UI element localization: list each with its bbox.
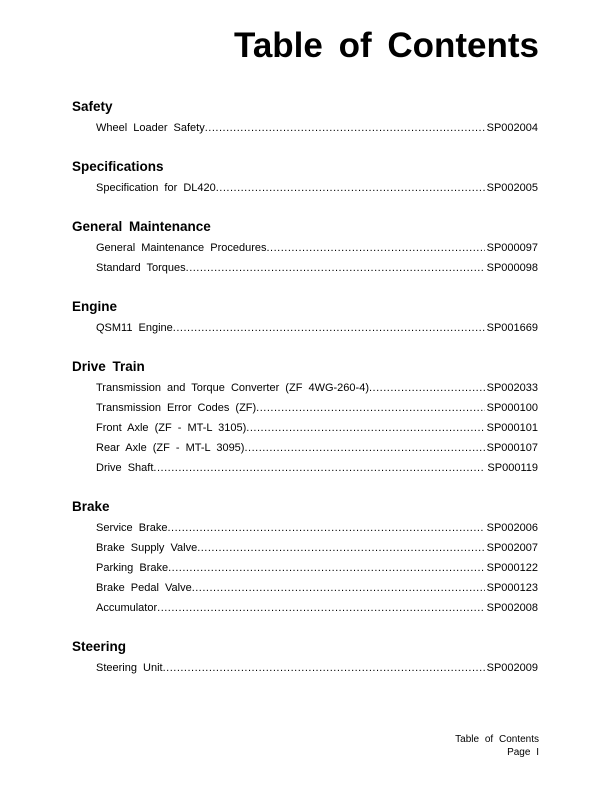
section-heading: Drive Train (72, 359, 145, 374)
entry-title: General Maintenance Procedures (96, 242, 267, 254)
entry-code: SP002005 (486, 182, 538, 194)
dot-leader (216, 178, 485, 198)
entry-title: Specification for DL420 (96, 182, 216, 194)
dot-leader (205, 118, 485, 138)
toc-entry[interactable] (96, 518, 538, 538)
entry-title: Steering Unit (96, 662, 163, 674)
toc-entry[interactable] (96, 558, 538, 578)
entry-code: SP000119 (487, 462, 538, 474)
entry-code: SP000107 (486, 442, 538, 454)
entry-title: Standard Torques (96, 262, 186, 274)
toc-entry[interactable] (96, 378, 538, 398)
dot-leader (192, 578, 485, 598)
toc-entry[interactable] (96, 658, 538, 678)
dot-leader (256, 398, 484, 418)
section-heading: General Maintenance (72, 219, 211, 234)
section-heading: Specifications (72, 159, 164, 174)
entry-code: SP000100 (486, 402, 538, 414)
toc-section (72, 356, 538, 478)
section-heading: Brake (72, 499, 110, 514)
entry-code: SP002006 (486, 522, 538, 534)
toc-section (72, 636, 538, 678)
dot-leader (266, 238, 484, 258)
entry-title: Brake Supply Valve (96, 542, 198, 554)
toc-entry[interactable] (96, 118, 538, 138)
table-of-contents (72, 96, 538, 696)
footer-title: Table of Contents (455, 734, 539, 745)
toc-entry[interactable] (96, 578, 538, 598)
dot-leader (168, 558, 485, 578)
footer-page-number: Page I (507, 747, 539, 758)
entry-title: Service Brake (96, 522, 168, 534)
dot-leader (157, 598, 484, 618)
entry-code: SP000122 (486, 562, 538, 574)
dot-leader (244, 438, 484, 458)
toc-section (72, 96, 538, 138)
entry-code: SP002009 (486, 662, 538, 674)
entry-code: SP000123 (486, 582, 538, 594)
dot-leader (153, 458, 485, 478)
toc-entry[interactable] (96, 538, 538, 558)
entry-code: SP002004 (486, 122, 538, 134)
toc-section (72, 156, 538, 198)
page-footer (455, 733, 539, 759)
entry-code: SP002033 (486, 382, 538, 394)
entry-title: Transmission Error Codes (ZF) (96, 402, 257, 414)
entry-title: QSM11 Engine (96, 322, 173, 334)
toc-section (72, 216, 538, 278)
entry-code: SP000098 (486, 262, 538, 274)
toc-entry[interactable] (96, 318, 538, 338)
dot-leader (186, 258, 485, 278)
entry-code: SP001669 (486, 322, 538, 334)
entry-title: Front Axle (ZF - MT-L 3105) (96, 422, 247, 434)
dot-leader (197, 538, 484, 558)
dot-leader (369, 378, 485, 398)
toc-entry[interactable] (96, 258, 538, 278)
toc-entry[interactable] (96, 238, 538, 258)
page-title: Table of Contents (234, 26, 539, 65)
toc-entry[interactable] (96, 458, 538, 478)
entry-title: Parking Brake (96, 562, 169, 574)
entry-code: SP000101 (486, 422, 538, 434)
dot-leader (163, 658, 485, 678)
entry-code: SP002008 (486, 602, 538, 614)
entry-title: Transmission and Torque Converter (ZF 4WG-260-4) (96, 382, 369, 394)
section-heading: Engine (72, 299, 118, 314)
dot-leader (246, 418, 484, 438)
entry-title: Brake Pedal Valve (96, 582, 192, 594)
dot-leader (167, 518, 484, 538)
toc-section (72, 296, 538, 338)
entry-title: Drive Shaft (96, 462, 154, 474)
section-heading: Steering (72, 639, 127, 654)
toc-entry[interactable] (96, 418, 538, 438)
toc-section (72, 496, 538, 618)
entry-title: Rear Axle (ZF - MT-L 3095) (96, 442, 245, 454)
entry-code: SP000097 (486, 242, 538, 254)
toc-entry[interactable] (96, 438, 538, 458)
section-heading: Safety (72, 99, 113, 114)
dot-leader (173, 318, 485, 338)
toc-entry[interactable] (96, 178, 538, 198)
entry-title: Accumulator (96, 602, 158, 614)
entry-code: SP002007 (486, 542, 538, 554)
toc-entry[interactable] (96, 598, 538, 618)
toc-entry[interactable] (96, 398, 538, 418)
entry-title: Wheel Loader Safety (96, 122, 205, 134)
